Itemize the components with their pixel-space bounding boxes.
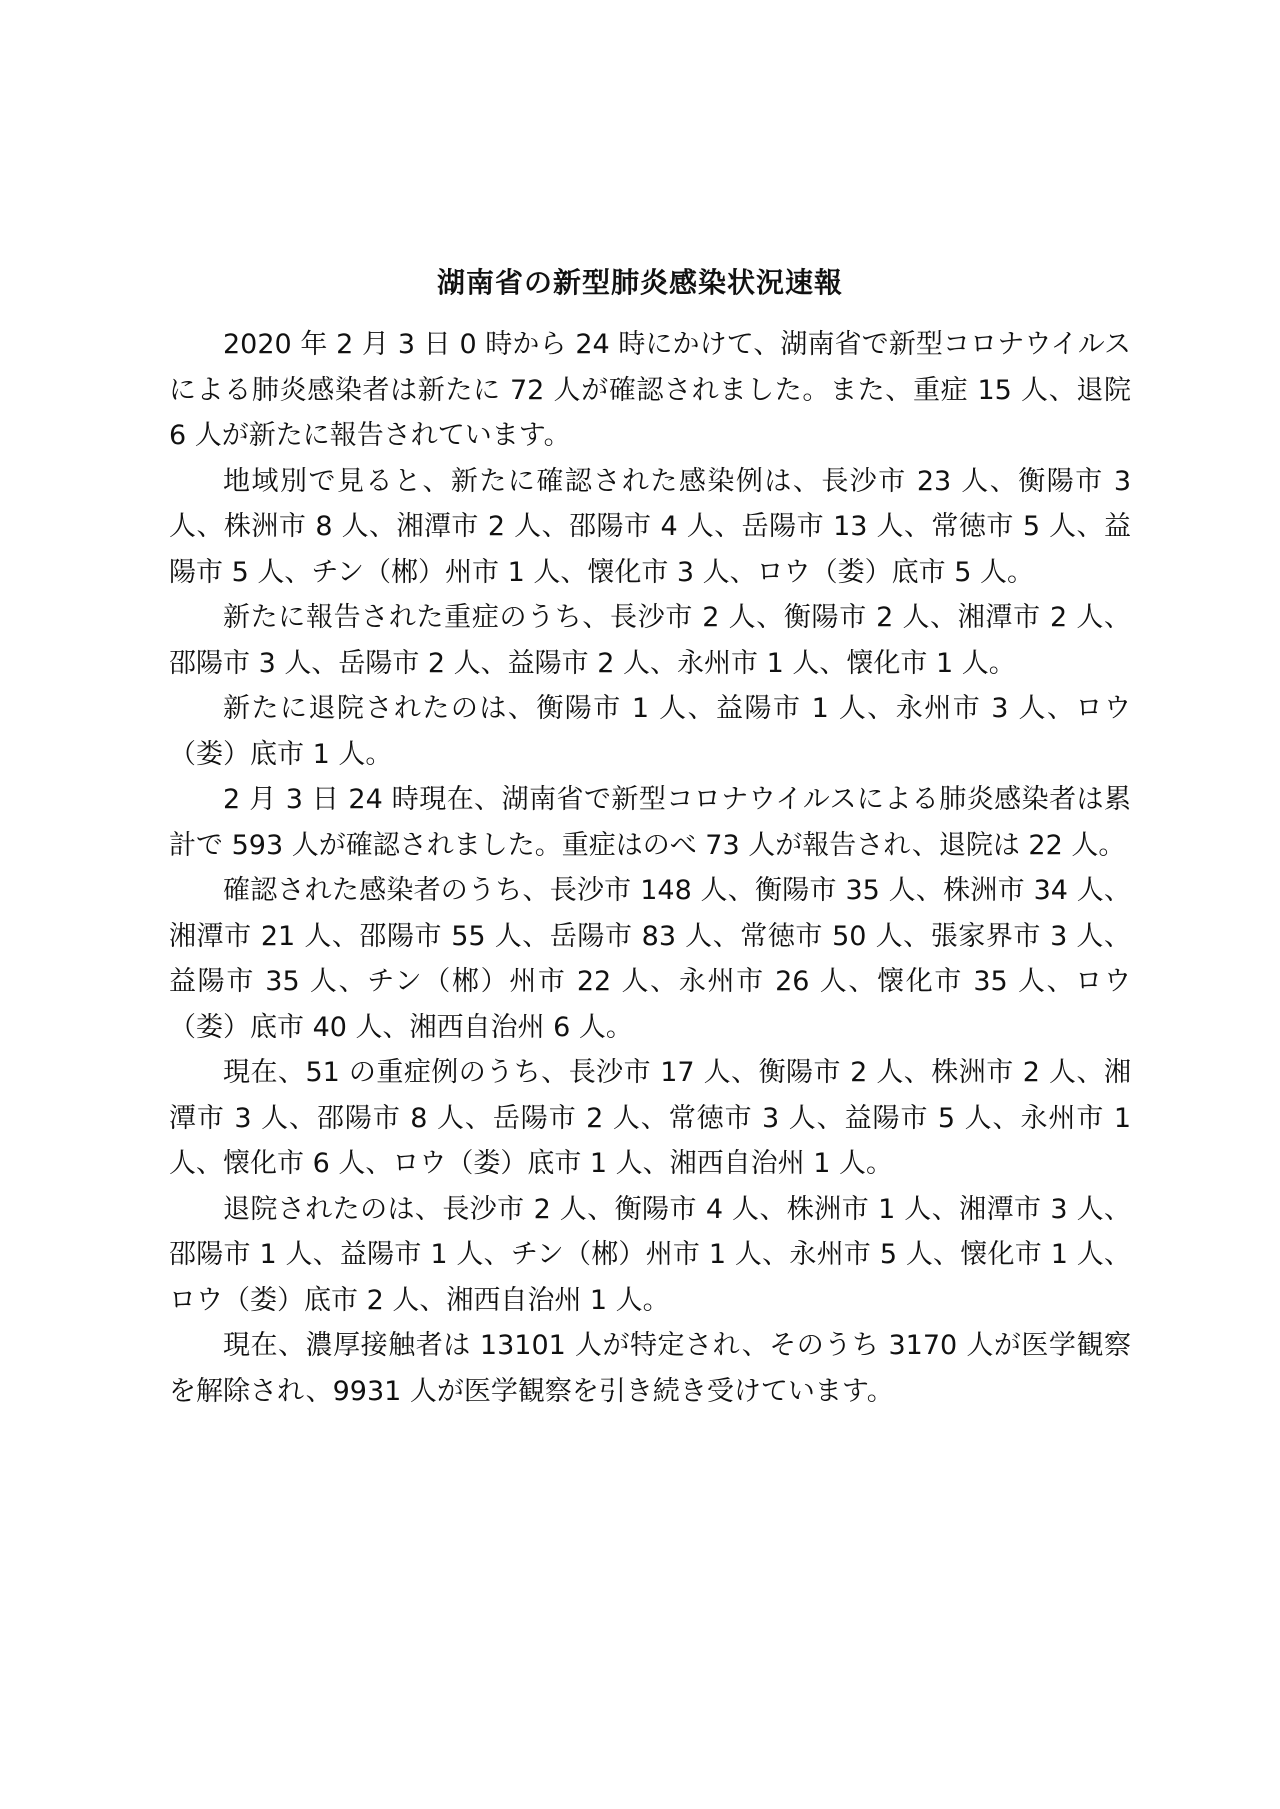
paragraph-current-severe-by-region: 現在、51 の重症例のうち、長沙市 17 人、衡陽市 2 人、株洲市 2 人、湘潭市 3 人、邵陽市 8 人、岳陽市 2 人、常徳市 3 人、益陽市 5 人、永州市 1 人、懐化市 6 人、ロウ（娄）底市 1 人、湘西自治州 1 人。 — [169, 1057, 1131, 1179]
document-body — [169, 322, 1131, 1414]
paragraph-new-cases-by-region: 地域別で見ると、新たに確認された感染例は、長沙市 23 人、衡陽市 3 人、株洲市 8 人、湘潭市 2 人、邵陽市 4 人、岳陽市 13 人、常徳市 5 人、益陽市 5 人、チン（郴）州市 1 人、懐化市 3 人、ロウ（娄）底市 5 人。 — [169, 465, 1131, 588]
paragraph-summary: 2020 年 2 月 3 日 0 時から 24 時にかけて、湖南省で新型コロナウイルスによる肺炎感染者は新たに 72 人が確認されました。また、重症 15 人、退院 6 人が新たに報告されています。 — [169, 329, 1131, 451]
document-title: 湖南省の新型肺炎感染状況速報 — [436, 266, 843, 299]
paragraph-cumulative-summary: 2 月 3 日 24 時現在、湖南省で新型コロナウイルスによる肺炎感染者は累計で 593 人が確認されました。重症はのべ 73 人が報告され、退院は 22 人。 — [169, 784, 1131, 861]
paragraph-close-contacts: 現在、濃厚接触者は 13101 人が特定され、そのうち 3170 人が医学観察を解除され、9931 人が医学観察を引き続き受けています。 — [169, 1330, 1131, 1407]
paragraph-cumulative-cases-by-region: 確認された感染者のうち、長沙市 148 人、衡陽市 35 人、株洲市 34 人、湘潭市 21 人、邵陽市 55 人、岳陽市 83 人、常徳市 50 人、張家界市 3 人、益陽市 35 人、チン（郴）州市 22 人、永州市 26 人、懐化市 35 人、ロウ（娄）底市 40 人、湘西自治州 6 人。 — [169, 875, 1131, 1043]
paragraph-new-severe-by-region: 新たに報告された重症のうち、長沙市 2 人、衡陽市 2 人、湘潭市 2 人、邵陽市 3 人、岳陽市 2 人、益陽市 2 人、永州市 1 人、懐化市 1 人。 — [169, 602, 1131, 679]
paragraph-new-discharged-by-region: 新たに退院されたのは、衡陽市 1 人、益陽市 1 人、永州市 3 人、ロウ（娄）底市 1 人。 — [169, 693, 1131, 770]
paragraph-cumulative-discharged-by-region: 退院されたのは、長沙市 2 人、衡陽市 4 人、株洲市 1 人、湘潭市 3 人、邵陽市 1 人、益陽市 1 人、チン（郴）州市 1 人、永州市 5 人、懐化市 1 人、ロウ（娄）底市 2 人、湘西自治州 1 人。 — [169, 1193, 1131, 1316]
